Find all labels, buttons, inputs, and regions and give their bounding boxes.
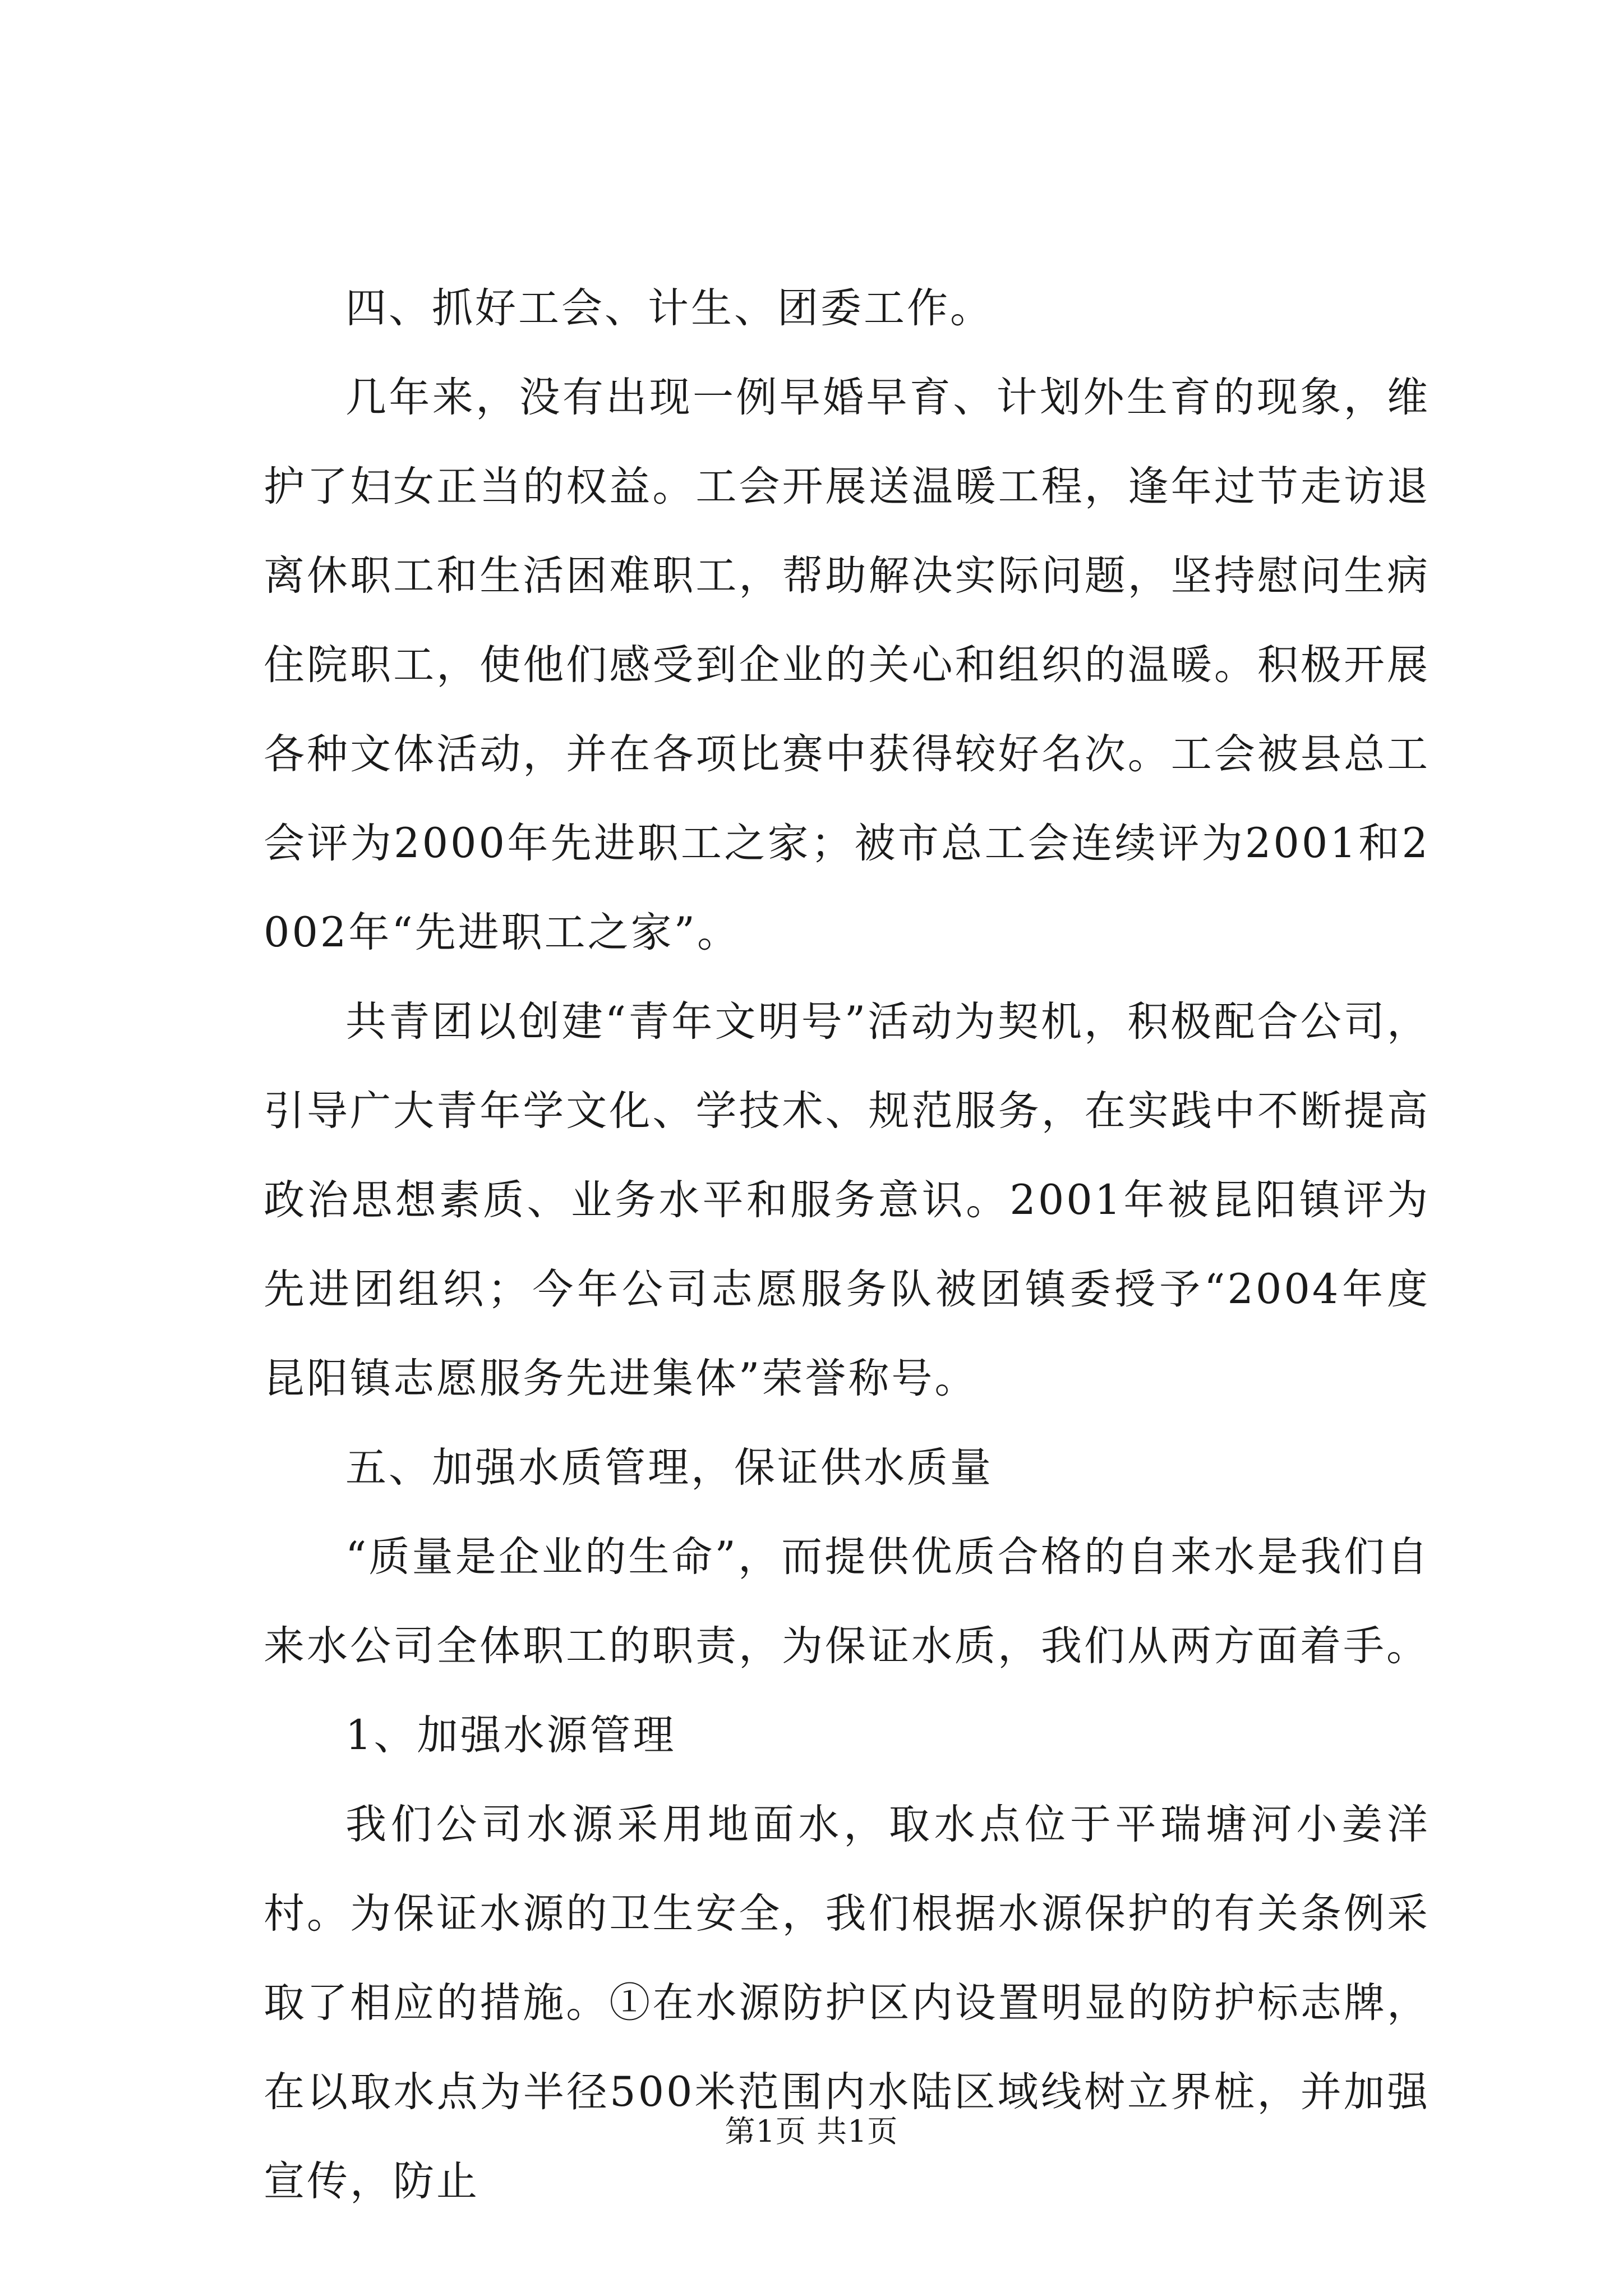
document-body [264,264,1430,2226]
page-footer: 第1页 共1页 [725,2114,898,2149]
section-heading-4: 四、抓好工会、计生、团委工作。 [345,284,993,332]
paragraph-union-family-planning: 几年来，没有出现一例早婚早育、计划外生育的现象，维护了妇女正当的权益。工会开展送温暖工程，逢年过节走访退离休职工和生活困难职工，帮助解决实际问题，坚持慰问生病住院职工，使他们感受到企业的关心和组织的温暖。积极开展各种文体活动，并在各项比赛中获得较好名次。工会被县总工会评为2000年先进职工之家；被市总工会连续评为2001和2002年“先进职工之家”。 [264,374,1430,956]
paragraph-youth-league: 共青团以创建“青年文明号”活动为契机，积极配合公司，引导广大青年学文化、学技术、规范服务，在实践中不断提高政治思想素质、业务水平和服务意识。2001年被昆阳镇评为先进团组织；今年公司志愿服务队被团镇委授予“2004年度昆阳镇志愿服务先进集体”荣誉称号。 [264,998,1430,1402]
paragraph-water-source: 我们公司水源采用地面水，取水点位于平瑞塘河小姜洋村。为保证水源的卫生安全，我们根据水源保护的有关条例采取了相应的措施。①在水源防护区内设置明显的防护标志牌，在以取水点为半径500米范围内水陆区域线树立界桩，并加强宣传，防止 [264,1801,1430,2205]
paragraph-quality-intro: “质量是企业的生命”，而提供优质合格的自来水是我们自来水公司全体职工的职责，为保证水质，我们从两方面着手。 [264,1533,1430,1670]
subheading-water-source: 1、加强水源管理 [345,1711,676,1759]
section-heading-5: 五、加强水质管理，保证供水质量 [345,1444,993,1492]
